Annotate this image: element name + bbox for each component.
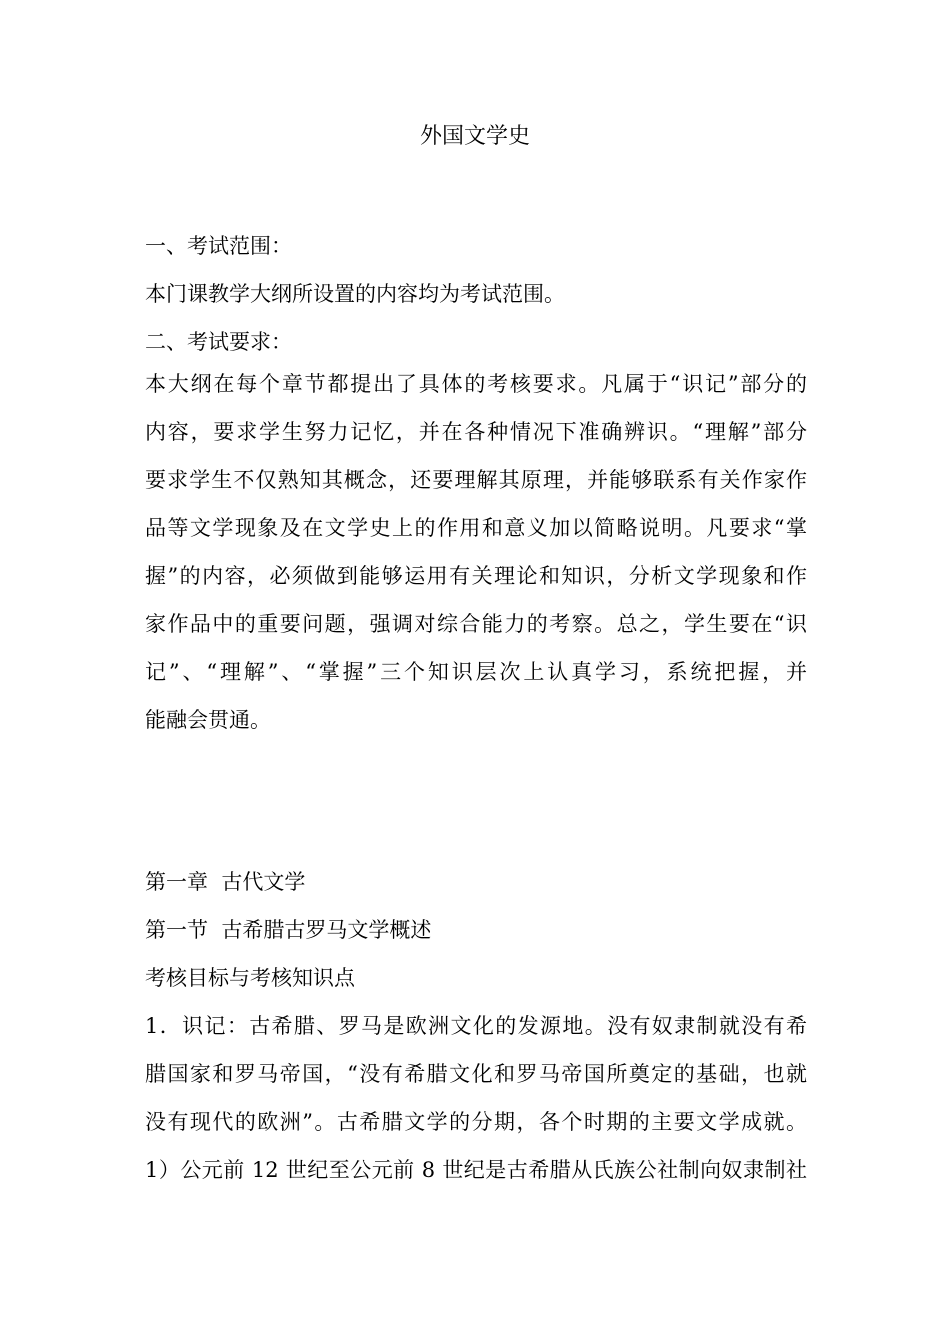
assessment-subheading: 考核目标与考核知识点: [145, 966, 355, 990]
paragraph-line: 能融会贯通。: [145, 708, 271, 732]
exam-requirements-heading: 二、考试要求：: [145, 330, 292, 354]
exam-scope-text: 本门课教学大纲所设置的内容均为考试范围。: [145, 282, 565, 306]
section-heading: 第一节 古希腊古罗马文学概述: [145, 918, 432, 942]
paragraph-line: 内容，要求学生努力记忆，并在各种情况下准确辨识。“理解”部分: [145, 420, 807, 444]
paragraph-line: 1）公元前 12 世纪至公元前 8 世纪是古希腊从氏族公社制向奴隶制社: [145, 1158, 807, 1182]
document-title: 外国文学史: [419, 124, 530, 149]
chapter-one-section: [145, 858, 807, 1194]
exam-requirements-paragraph: [145, 360, 807, 744]
paragraph-line: 品等文学现象及在文学史上的作用和意义加以简略说明。凡要求“掌: [145, 516, 807, 540]
paragraph-line: 记”、“理解”、“掌握”三个知识层次上认真学习，系统把握，并: [145, 660, 807, 684]
exam-scope-section: [145, 222, 807, 366]
paragraph-line: 要求学生不仅熟知其概念，还要理解其原理，并能够联系有关作家作: [145, 468, 807, 492]
paragraph-line: 没有现代的欧洲”。古希腊文学的分期，各个时期的主要文学成就。: [145, 1110, 807, 1134]
paragraph-line: 腊国家和罗马帝国，“没有希腊文化和罗马帝国所奠定的基础，也就: [145, 1062, 807, 1086]
paragraph-line: 握”的内容，必须做到能够运用有关理论和知识，分析文学现象和作: [145, 564, 807, 588]
paragraph-line: 1．识记：古希腊、罗马是欧洲文化的发源地。没有奴隶制就没有希: [145, 1014, 807, 1038]
paragraph-line: 家作品中的重要问题，强调对综合能力的考察。总之，学生要在“识: [145, 612, 807, 636]
chapter-heading: 第一章 古代文学: [145, 870, 306, 894]
exam-scope-heading: 一、考试范围：: [145, 234, 292, 258]
paragraph-line: 本大纲在每个章节都提出了具体的考核要求。凡属于“识记”部分的: [145, 372, 807, 396]
